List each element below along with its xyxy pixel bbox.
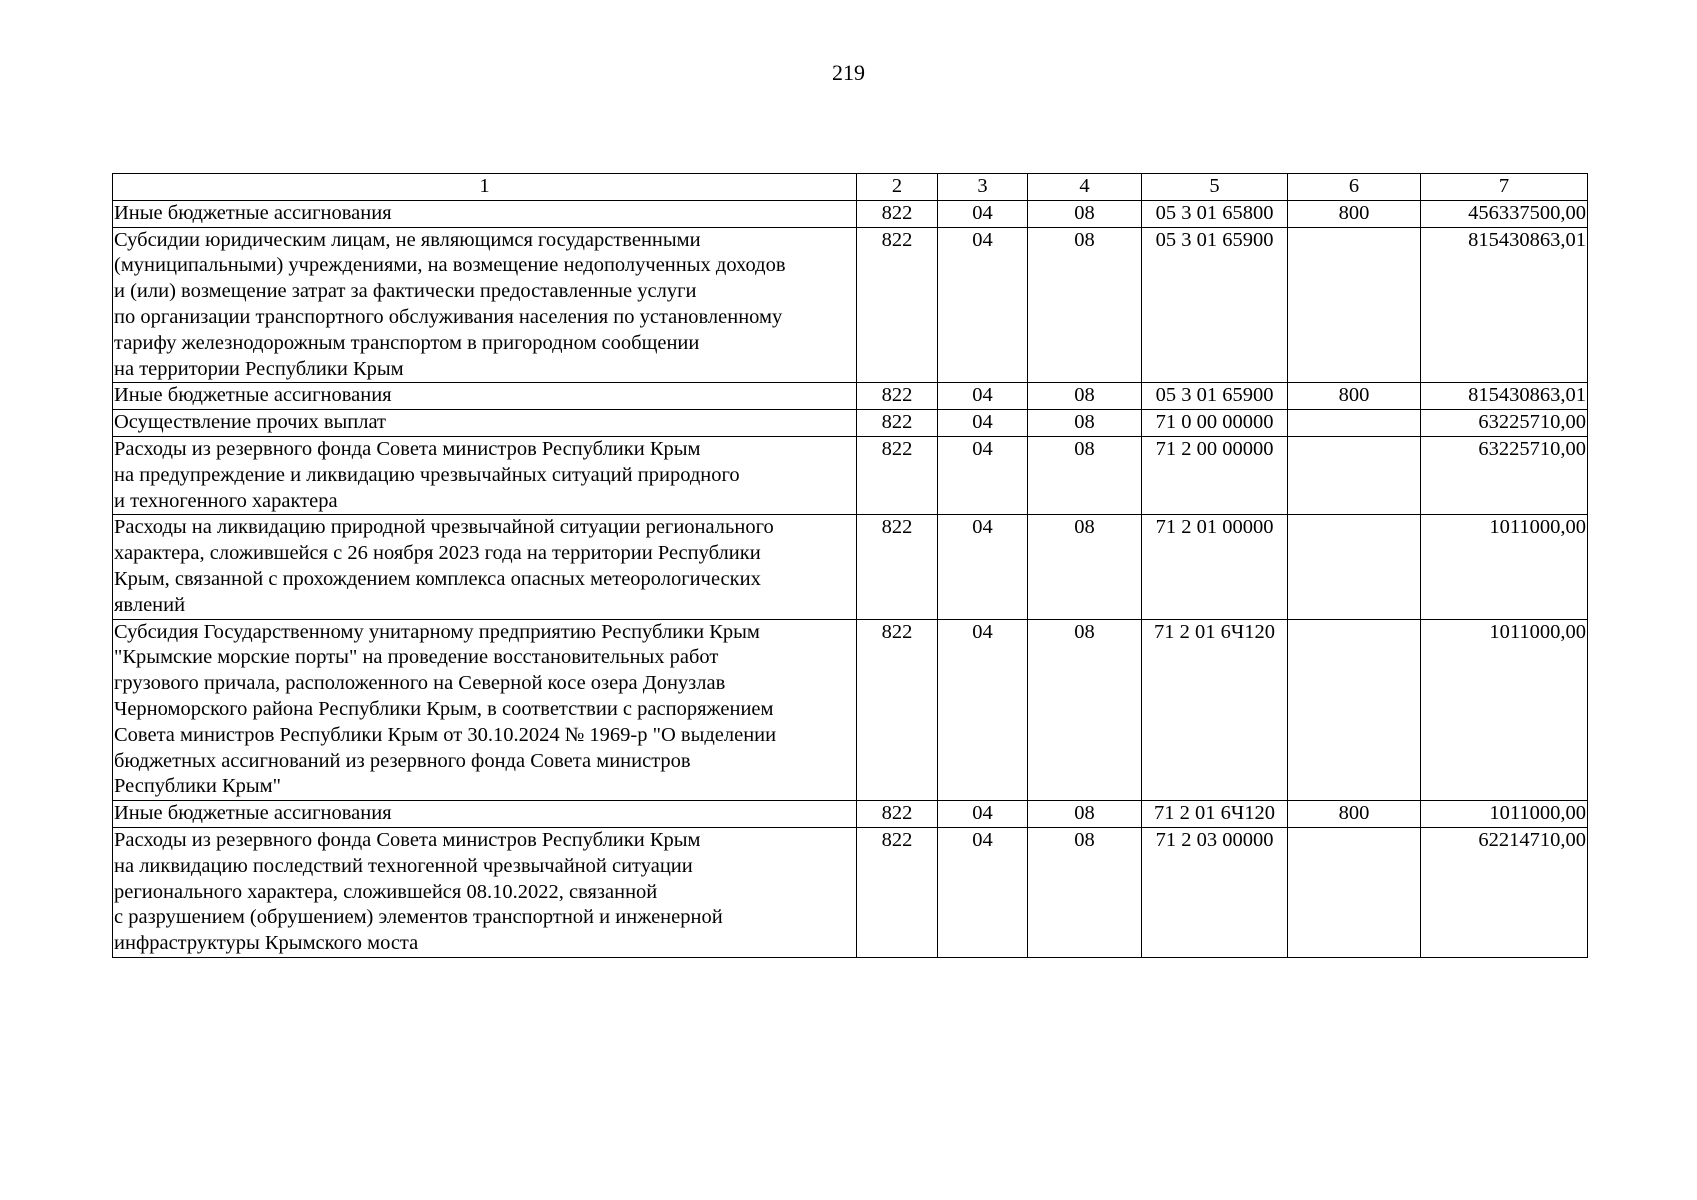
target-article-code: 71 2 01 00000 — [1142, 515, 1288, 619]
section-code: 04 — [938, 515, 1028, 619]
subsection-code: 08 — [1028, 410, 1142, 437]
row-description — [113, 619, 857, 801]
description-line: Республики Крым" — [114, 775, 282, 798]
description-line: Осуществление прочих выплат — [114, 411, 387, 434]
column-header-2: 2 — [857, 174, 938, 201]
description-line: Субсидии юридическим лицам, не являющимся государственными — [114, 228, 701, 251]
description-line: регионального характера, сложившейся 08.10.2022, связанной — [114, 880, 658, 903]
description-line: Черноморского района Республики Крым, в соответствии с распоряжением — [114, 697, 774, 720]
row-description — [113, 515, 857, 619]
table-row — [113, 383, 1588, 410]
section-code: 04 — [938, 383, 1028, 410]
description-line: Расходы из резервного фонда Совета министров Республики Крым — [114, 437, 701, 460]
target-article-code: 71 0 00 00000 — [1142, 410, 1288, 437]
section-code: 04 — [938, 827, 1028, 957]
amount-value: 62214710,00 — [1421, 827, 1588, 957]
description-line: инфраструктуры Крымского моста — [114, 932, 419, 955]
expense-type-code: 800 — [1288, 801, 1421, 828]
row-description — [113, 383, 857, 410]
expense-type-code: 800 — [1288, 383, 1421, 410]
section-code: 04 — [938, 436, 1028, 514]
column-header-5: 5 — [1142, 174, 1288, 201]
ministry-code: 822 — [857, 227, 938, 383]
column-header-6: 6 — [1288, 174, 1421, 201]
expense-type-code — [1288, 827, 1421, 957]
description-line: Субсидия Государственному унитарному предприятию Республики Крым — [114, 620, 760, 643]
description-line: характера, сложившейся с 26 ноября 2023 года на территории Республики — [114, 542, 761, 565]
amount-value: 456337500,00 — [1421, 200, 1588, 227]
section-code: 04 — [938, 619, 1028, 801]
subsection-code: 08 — [1028, 383, 1142, 410]
description-line: бюджетных ассигнований из резервного фонда Совета министров — [114, 749, 691, 772]
description-line: Иные бюджетные ассигнования — [114, 802, 392, 825]
subsection-code: 08 — [1028, 436, 1142, 514]
row-description — [113, 801, 857, 828]
row-description — [113, 436, 857, 514]
description-line: на ликвидацию последствий техногенной чрезвычайной ситуации — [114, 854, 693, 877]
header-row — [113, 174, 1588, 201]
expense-type-code — [1288, 619, 1421, 801]
section-code: 04 — [938, 200, 1028, 227]
table-row — [113, 515, 1588, 619]
description-line: явлений — [114, 593, 186, 616]
table-row — [113, 801, 1588, 828]
description-line: Расходы на ликвидацию природной чрезвычайной ситуации регионального — [114, 516, 774, 539]
table-row — [113, 227, 1588, 383]
description-line: на предупреждение и ликвидацию чрезвычайных ситуаций природного — [114, 463, 740, 486]
section-code: 04 — [938, 227, 1028, 383]
table-row — [113, 827, 1588, 957]
description-line: и техногенного характера — [114, 489, 338, 512]
row-description — [113, 410, 857, 437]
description-line: Совета министров Республики Крым от 30.10.2024 № 1969-р "О выделении — [114, 723, 777, 746]
amount-value: 815430863,01 — [1421, 383, 1588, 410]
description-line: Крым, связанной с прохождением комплекса опасных метеорологических — [114, 567, 761, 590]
amount-value: 1011000,00 — [1421, 801, 1588, 828]
section-code: 04 — [938, 801, 1028, 828]
amount-value: 1011000,00 — [1421, 619, 1588, 801]
expense-type-code: 800 — [1288, 200, 1421, 227]
ministry-code: 822 — [857, 515, 938, 619]
table-row — [113, 619, 1588, 801]
table-row — [113, 200, 1588, 227]
description-line: "Крымские морские порты" на проведение восстановительных работ — [114, 646, 719, 669]
description-line: по организации транспортного обслуживания населения по установленному — [114, 305, 783, 328]
column-header-7: 7 — [1421, 174, 1588, 201]
target-article-code: 05 3 01 65900 — [1142, 227, 1288, 383]
subsection-code: 08 — [1028, 801, 1142, 828]
target-article-code: 71 2 01 6Ч120 — [1142, 619, 1288, 801]
description-line: на территории Республики Крым — [114, 357, 404, 380]
ministry-code: 822 — [857, 200, 938, 227]
description-line: (муниципальными) учреждениями, на возмещение недополученных доходов — [114, 254, 786, 277]
target-article-code: 71 2 00 00000 — [1142, 436, 1288, 514]
description-line: тарифу железнодорожным транспортом в пригородном сообщении — [114, 331, 700, 354]
description-line: с разрушением (обрушением) элементов транспортной и инженерной — [114, 906, 723, 929]
expense-type-code — [1288, 515, 1421, 619]
amount-value: 1011000,00 — [1421, 515, 1588, 619]
target-article-code: 71 2 01 6Ч120 — [1142, 801, 1288, 828]
page-number: 219 — [832, 60, 865, 85]
description-line: Иные бюджетные ассигнования — [114, 384, 392, 407]
amount-value: 815430863,01 — [1421, 227, 1588, 383]
expense-type-code — [1288, 227, 1421, 383]
ministry-code: 822 — [857, 410, 938, 437]
description-line: и (или) возмещение затрат за фактически предоставленные услуги — [114, 280, 697, 303]
subsection-code: 08 — [1028, 200, 1142, 227]
subsection-code: 08 — [1028, 619, 1142, 801]
description-line: Расходы из резервного фонда Совета министров Республики Крым — [114, 828, 701, 851]
description-line: грузового причала, расположенного на Северной косе озера Донузлав — [114, 672, 726, 695]
subsection-code: 08 — [1028, 827, 1142, 957]
target-article-code: 05 3 01 65800 — [1142, 200, 1288, 227]
column-header-1: 1 — [113, 174, 857, 201]
ministry-code: 822 — [857, 383, 938, 410]
ministry-code: 822 — [857, 436, 938, 514]
row-description — [113, 200, 857, 227]
column-header-4: 4 — [1028, 174, 1142, 201]
amount-value: 63225710,00 — [1421, 410, 1588, 437]
description-line: Иные бюджетные ассигнования — [114, 201, 392, 224]
table-row — [113, 410, 1588, 437]
subsection-code: 08 — [1028, 515, 1142, 619]
column-header-3: 3 — [938, 174, 1028, 201]
row-description — [113, 227, 857, 383]
budget-table — [112, 173, 1588, 958]
target-article-code: 71 2 03 00000 — [1142, 827, 1288, 957]
target-article-code: 05 3 01 65900 — [1142, 383, 1288, 410]
expense-type-code — [1288, 436, 1421, 514]
ministry-code: 822 — [857, 827, 938, 957]
row-description — [113, 827, 857, 957]
amount-value: 63225710,00 — [1421, 436, 1588, 514]
table-body — [113, 200, 1588, 957]
ministry-code: 822 — [857, 619, 938, 801]
section-code: 04 — [938, 410, 1028, 437]
expense-type-code — [1288, 410, 1421, 437]
ministry-code: 822 — [857, 801, 938, 828]
subsection-code: 08 — [1028, 227, 1142, 383]
table-row — [113, 436, 1588, 514]
